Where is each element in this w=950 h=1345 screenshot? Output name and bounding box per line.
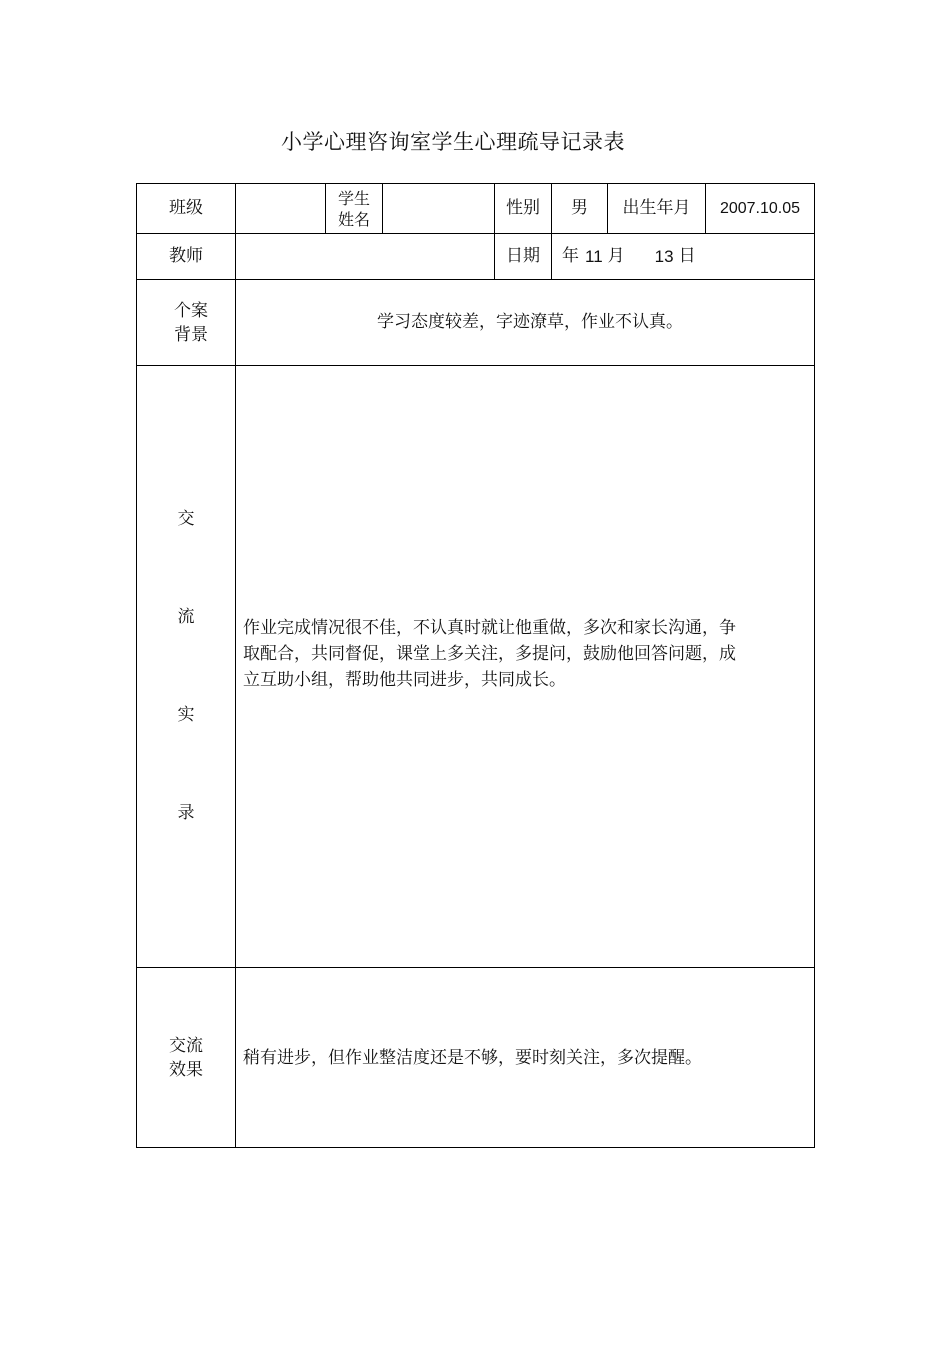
student-name-label [326, 184, 382, 233]
communication-line-1: 作业完成情况很不佳，不认真时就让他重做，多次和家长沟通，争 [243, 617, 736, 638]
communication-line-2: 取配合，共同督促，课堂上多关注，多提问，鼓励他回答问题，成 [243, 643, 736, 664]
communication-label-char-3: 实 [177, 705, 195, 726]
table-border-bottom [136, 1147, 815, 1148]
date-day-label: 日 [678, 246, 696, 266]
effect-label-line1: 交流 [169, 1035, 203, 1056]
student-name-value [383, 184, 494, 233]
teacher-label: 教师 [169, 246, 203, 266]
communication-text [236, 366, 814, 967]
effect-label-line2: 效果 [169, 1059, 203, 1080]
table-border-right [814, 183, 815, 1148]
communication-label-char-4: 录 [177, 803, 195, 824]
communication-label-char-2: 流 [177, 606, 195, 627]
class-value [236, 184, 325, 233]
date-label: 日期 [506, 246, 540, 266]
background-label-line1: 个案 [174, 300, 208, 321]
communication-label-vertical [178, 508, 195, 826]
effect-text: 稍有进步，但作业整洁度还是不够，要时刻关注，多次提醒。 [243, 1048, 702, 1068]
birth-value: 2007.10.05 [719, 200, 801, 217]
background-text: 学习态度较差，字迹潦草，作业不认真。 [377, 312, 683, 332]
class-label: 班级 [169, 198, 203, 218]
communication-label [137, 366, 235, 967]
communication-label-char-1: 交 [177, 508, 195, 529]
student-name-label-line2: 姓名 [337, 209, 370, 229]
form-title: 小学心理咨询室学生心理疏导记录表 [281, 130, 625, 154]
gender-value: 男 [571, 198, 588, 218]
communication-line-3: 立互助小组，帮助他共同进步，共同成长。 [243, 669, 566, 690]
teacher-value [236, 234, 494, 279]
background-label-line2: 背景 [174, 324, 208, 345]
student-name-label-line1: 学生 [337, 188, 370, 208]
gender-label: 性别 [506, 198, 540, 218]
effect-label [137, 968, 235, 1147]
date-day: 13 [654, 247, 674, 266]
date-value [552, 234, 814, 279]
background-label [137, 280, 235, 365]
date-month-label: 月 [607, 246, 625, 266]
date-year-label: 年 [562, 246, 579, 266]
birth-label: 出生年月 [622, 198, 691, 218]
communication-paragraph [243, 615, 736, 693]
date-month: 11 [585, 247, 603, 266]
